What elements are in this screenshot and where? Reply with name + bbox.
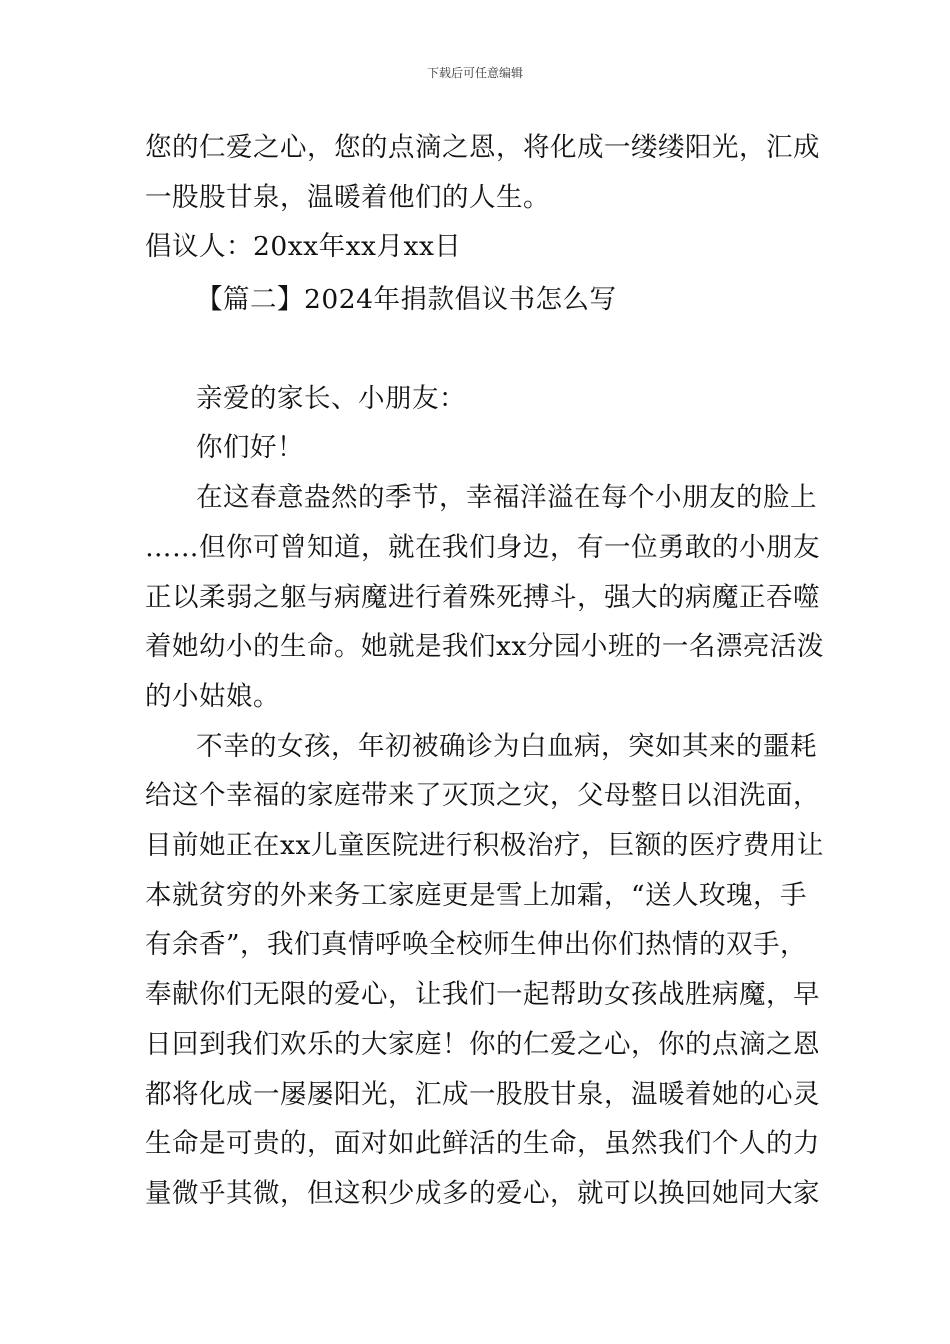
paragraph-line: 奉献你们无限的爱心，让我们一起帮助女孩战胜病魔，早 [145,979,820,1010]
paragraph-line: 给这个幸福的家庭带来了灭顶之灾，父母整日以泪洗面， [145,780,820,811]
paragraph-line: 着她幼小的生命。她就是我们xx分园小班的一名漂亮活泼 [145,631,824,662]
paragraph-line: 在这春意盎然的季节，幸福洋溢在每个小朋友的脸上 [196,482,817,513]
paragraph-line: 的小姑娘。 [145,681,280,712]
text-line: 您的仁爱之心，您的点滴之恩，将化成一缕缕阳光，汇成 [145,132,820,163]
salutation: 亲爱的家长、小朋友： [196,383,466,414]
paragraph-line: 有余香”，我们真情呼唤全校师生伸出你们热情的双手， [145,929,808,960]
paragraph-line: 生命是可贵的，面对如此鲜活的生命，虽然我们个人的力 [145,1128,820,1159]
paragraph-line: 日回到我们欢乐的大家庭！你的仁爱之心，你的点滴之恩 [145,1029,820,1060]
text-line: 一股股甘泉，温暖着他们的人生。 [145,182,550,213]
paragraph-line: ……但你可曾知道，就在我们身边，有一位勇敢的小朋友 [145,532,820,563]
paragraph-line: 目前她正在xx儿童医院进行积极治疗，巨额的医疗费用让 [145,830,824,861]
greeting: 你们好！ [196,432,304,463]
paragraph-line: 不幸的女孩，年初被确诊为白血病，突如其来的噩耗 [196,731,817,762]
page-header: 下载后可任意编辑 [426,66,523,80]
paragraph-line: 都将化成一屡屡阳光，汇成一股股甘泉，温暖着她的心灵 [145,1079,820,1110]
signature-line: 倡议人：20xx年xx月xx日 [145,231,462,262]
paragraph-line: 正以柔弱之躯与病魔进行着殊死搏斗，强大的病魔正吞噬 [145,582,820,613]
section-title: 【篇二】2024年捐款倡议书怎么写 [196,284,617,315]
paragraph-line: 量微乎其微，但这积少成多的爱心，就可以换回她同大家 [145,1178,820,1209]
paragraph-line: 本就贫穷的外来务工家庭更是雪上加霜，“送人玫瑰，手 [145,880,808,911]
